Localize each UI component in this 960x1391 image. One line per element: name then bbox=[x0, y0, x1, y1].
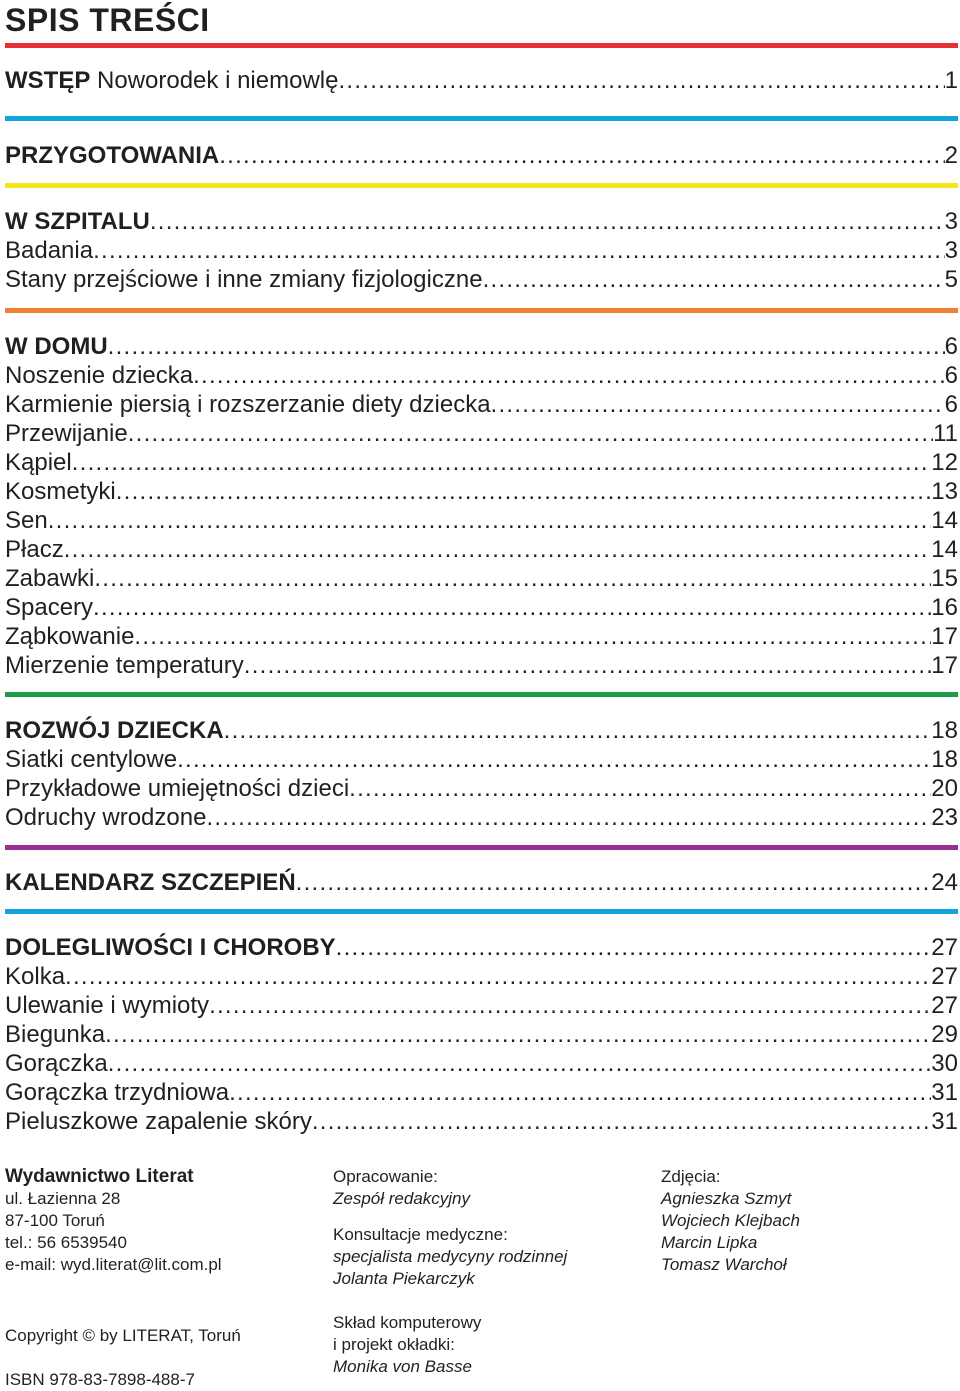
dot-leader bbox=[219, 141, 944, 171]
toc-entry-title bbox=[5, 962, 65, 992]
photos-credit bbox=[661, 1166, 800, 1276]
dot-leader bbox=[108, 332, 945, 362]
toc-heading-text: WSTĘP bbox=[5, 67, 91, 94]
page-number: 14 bbox=[931, 507, 958, 534]
toc-entry bbox=[5, 506, 958, 536]
toc-entry bbox=[5, 390, 958, 420]
toc-entry bbox=[5, 774, 958, 804]
page-number: 24 bbox=[931, 869, 958, 896]
toc-entry-title bbox=[5, 868, 296, 898]
layout-label-1: Skład komputerowy bbox=[333, 1313, 482, 1332]
page-number: 13 bbox=[931, 478, 958, 505]
toc-entry bbox=[5, 535, 958, 565]
dot-leader bbox=[65, 962, 931, 992]
toc-entry-title bbox=[5, 1049, 108, 1079]
toc-entry-text: Mierzenie temperatury bbox=[5, 652, 244, 679]
dot-leader bbox=[64, 535, 932, 565]
page-number: 31 bbox=[931, 1108, 958, 1135]
toc-entry-title bbox=[5, 593, 93, 623]
dot-leader bbox=[93, 236, 945, 266]
page-number: 18 bbox=[931, 746, 958, 773]
dot-leader bbox=[483, 265, 945, 295]
page-number: 27 bbox=[931, 992, 958, 1019]
page-number: 12 bbox=[931, 449, 958, 476]
page-number: 27 bbox=[931, 963, 958, 990]
toc-entry-text: Odruchy wrodzone bbox=[5, 804, 207, 831]
separator-bar-blue-2 bbox=[5, 909, 958, 914]
page-number: 15 bbox=[931, 565, 958, 592]
toc-entry bbox=[5, 1078, 958, 1108]
dot-leader bbox=[336, 933, 932, 963]
page-number: 11 bbox=[933, 420, 958, 447]
dot-leader bbox=[94, 564, 931, 594]
toc-entry bbox=[5, 236, 958, 266]
page-number: 6 bbox=[944, 391, 958, 418]
toc-entry bbox=[5, 1020, 958, 1050]
dot-leader bbox=[128, 419, 933, 449]
dot-leader bbox=[209, 991, 931, 1021]
dot-leader bbox=[105, 1020, 931, 1050]
toc-heading-text: DOLEGLIWOŚCI I CHOROBY bbox=[5, 934, 336, 961]
toc-entry-text: Badania bbox=[5, 237, 94, 264]
dot-leader bbox=[491, 390, 945, 420]
toc-section-heading bbox=[5, 716, 958, 746]
toc-entry-title bbox=[5, 506, 48, 536]
photographer: Agnieszka Szmyt bbox=[661, 1189, 792, 1208]
page-number: 27 bbox=[931, 934, 958, 961]
toc-entry-text: Biegunka bbox=[5, 1021, 106, 1048]
dot-leader bbox=[150, 207, 945, 237]
toc-section-heading bbox=[5, 66, 958, 96]
toc-entry-text: Noworodek i niemowlę bbox=[90, 67, 339, 94]
toc-entry-title bbox=[5, 651, 244, 681]
page-number: 20 bbox=[931, 775, 958, 802]
toc-entry-title bbox=[5, 207, 150, 237]
toc-entry-title bbox=[5, 1107, 312, 1137]
page-number: 6 bbox=[944, 333, 958, 360]
toc-entry-text: Przykładowe umiejętności dzieci bbox=[5, 775, 350, 802]
publisher-name: Wydawnictwo Literat bbox=[5, 1166, 194, 1187]
toc-section-heading bbox=[5, 141, 958, 171]
separator-bar-yellow bbox=[5, 183, 958, 188]
page-number: 30 bbox=[931, 1050, 958, 1077]
toc-section-heading bbox=[5, 933, 958, 963]
toc-entry bbox=[5, 564, 958, 594]
toc-entry bbox=[5, 1107, 958, 1137]
dot-leader bbox=[296, 868, 932, 898]
toc-entry-text: Kąpiel bbox=[5, 449, 72, 476]
dot-leader bbox=[72, 448, 932, 478]
dot-leader bbox=[177, 745, 931, 775]
page-number: 29 bbox=[931, 1021, 958, 1048]
toc-entry-title bbox=[5, 716, 224, 746]
photographer: Marcin Lipka bbox=[661, 1233, 758, 1252]
toc-entry-text: Ząbkowanie bbox=[5, 623, 135, 650]
toc-heading-text: W DOMU bbox=[5, 333, 108, 360]
toc-entry-title bbox=[5, 622, 134, 652]
separator-bar-orange bbox=[5, 308, 958, 313]
page-number: 31 bbox=[931, 1079, 958, 1106]
page-number: 1 bbox=[944, 67, 958, 94]
medical-credit bbox=[333, 1224, 567, 1290]
page-number: 18 bbox=[931, 717, 958, 744]
toc-entry bbox=[5, 622, 958, 652]
page-number: 5 bbox=[944, 266, 958, 293]
toc-entry-text: Kolka bbox=[5, 963, 66, 990]
toc-entry-text: Karmienie piersią i rozszerzanie diety dziecka bbox=[5, 391, 491, 418]
toc-entry bbox=[5, 651, 958, 681]
publisher-email: e-mail: wyd.literat@lit.com.pl bbox=[5, 1255, 222, 1274]
dot-leader bbox=[193, 361, 945, 391]
page-number: 3 bbox=[944, 208, 958, 235]
toc-entry bbox=[5, 593, 958, 623]
toc-entry-title bbox=[5, 361, 193, 391]
page-number: 17 bbox=[931, 623, 958, 650]
toc-entry-text: Spacery bbox=[5, 594, 94, 621]
toc-entry bbox=[5, 361, 958, 391]
toc-entry-text: Gorączka trzydniowa bbox=[5, 1079, 230, 1106]
photographer: Tomasz Warchoł bbox=[661, 1255, 787, 1274]
toc-heading-text: KALENDARZ SZCZEPIEŃ bbox=[5, 869, 296, 896]
toc-entry-title bbox=[5, 1020, 105, 1050]
toc-entry-text: Zabawki bbox=[5, 565, 95, 592]
dot-leader bbox=[338, 66, 944, 96]
dot-leader bbox=[206, 803, 931, 833]
toc-entry-title bbox=[5, 236, 93, 266]
toc-entry-text: Ulewanie i wymioty bbox=[5, 992, 210, 1019]
page-number: 6 bbox=[944, 362, 958, 389]
page-number: 23 bbox=[931, 804, 958, 831]
toc-entry-title bbox=[5, 477, 116, 507]
toc-entry-title bbox=[5, 535, 64, 565]
toc-entry bbox=[5, 448, 958, 478]
publisher-block bbox=[5, 1166, 222, 1276]
editing-label: Opracowanie: bbox=[333, 1167, 438, 1186]
publisher-phone: tel.: 56 6539540 bbox=[5, 1233, 127, 1252]
layout-label-2: i projekt okładki: bbox=[333, 1335, 455, 1354]
medical-label: Konsultacje medyczne: bbox=[333, 1225, 508, 1244]
separator-bar-red bbox=[5, 43, 958, 48]
layout-credit bbox=[333, 1312, 481, 1378]
toc-entry-text: Siatki centylowe bbox=[5, 746, 178, 773]
publisher-street: ul. Łazienna 28 bbox=[5, 1189, 121, 1208]
toc-entry-text: Przewijanie bbox=[5, 420, 128, 447]
dot-leader bbox=[349, 774, 931, 804]
page-number: 2 bbox=[944, 142, 958, 169]
layout-value: Monika von Basse bbox=[333, 1357, 472, 1376]
toc-section-heading bbox=[5, 207, 958, 237]
dot-leader bbox=[116, 477, 932, 507]
dot-leader bbox=[224, 716, 932, 746]
dot-leader bbox=[229, 1078, 931, 1108]
toc-entry bbox=[5, 991, 958, 1021]
medical-value-2: Jolanta Piekarczyk bbox=[333, 1269, 475, 1288]
editing-value: Zespół redakcyjny bbox=[333, 1189, 471, 1208]
dot-leader bbox=[108, 1049, 932, 1079]
toc-entry-title bbox=[5, 803, 206, 833]
editing-credit bbox=[333, 1166, 470, 1210]
toc-entry-title bbox=[5, 774, 349, 804]
toc-entry-text: Stany przejściowe i inne zmiany fizjologiczne bbox=[5, 266, 483, 293]
toc-heading-text: PRZYGOTOWANIA bbox=[5, 142, 220, 169]
toc-section-heading bbox=[5, 332, 958, 362]
toc-entry-title bbox=[5, 933, 336, 963]
toc-entry-title bbox=[5, 419, 128, 449]
toc-entry-text: Noszenie dziecka bbox=[5, 362, 194, 389]
toc-section-heading bbox=[5, 868, 958, 898]
toc-entry bbox=[5, 803, 958, 833]
toc-entry bbox=[5, 477, 958, 507]
toc-entry-title bbox=[5, 745, 177, 775]
toc-entry-text: Sen bbox=[5, 507, 48, 534]
separator-bar-blue bbox=[5, 116, 958, 121]
toc-entry-text: Płacz bbox=[5, 536, 64, 563]
toc-entry-title bbox=[5, 141, 219, 171]
toc-entry-title bbox=[5, 332, 108, 362]
toc-entry bbox=[5, 1049, 958, 1079]
toc-entry-title bbox=[5, 1078, 229, 1108]
toc-entry bbox=[5, 962, 958, 992]
toc-entry bbox=[5, 265, 958, 295]
medical-value-1: specjalista medycyny rodzinnej bbox=[333, 1247, 568, 1266]
dot-leader bbox=[244, 651, 932, 681]
toc-entry-title bbox=[5, 564, 94, 594]
toc-entry-text: Gorączka bbox=[5, 1050, 108, 1077]
page-number: 3 bbox=[944, 237, 958, 264]
photographer: Wojciech Klejbach bbox=[661, 1211, 800, 1230]
separator-bar-purple bbox=[5, 845, 958, 850]
toc-entry-text: Pieluszkowe zapalenie skóry bbox=[5, 1108, 312, 1135]
isbn-text: ISBN 978-83-7898-488-7 bbox=[5, 1370, 195, 1389]
toc-entry-title bbox=[5, 265, 483, 295]
toc-heading-text: W SZPITALU bbox=[5, 208, 150, 235]
dot-leader bbox=[48, 506, 932, 536]
page-number: 17 bbox=[931, 652, 958, 679]
copyright-text: Copyright © by LITERAT, Toruń bbox=[5, 1326, 241, 1345]
toc-heading-text: ROZWÓJ DZIECKA bbox=[5, 717, 224, 744]
toc-entry-title bbox=[5, 66, 338, 96]
toc-entry-title bbox=[5, 991, 209, 1021]
toc-entry bbox=[5, 745, 958, 775]
toc-entry-title bbox=[5, 390, 491, 420]
page-number: 16 bbox=[931, 594, 958, 621]
toc-entry-title bbox=[5, 448, 72, 478]
page-number: 14 bbox=[931, 536, 958, 563]
dot-leader bbox=[134, 622, 931, 652]
dot-leader bbox=[93, 593, 931, 623]
page-title: SPIS TREŚCI bbox=[5, 2, 210, 38]
photos-label: Zdjęcia: bbox=[661, 1167, 721, 1186]
publisher-city: 87-100 Toruń bbox=[5, 1211, 105, 1230]
dot-leader bbox=[312, 1107, 931, 1137]
toc-entry bbox=[5, 419, 958, 449]
separator-bar-green bbox=[5, 692, 958, 697]
toc-entry-text: Kosmetyki bbox=[5, 478, 116, 505]
